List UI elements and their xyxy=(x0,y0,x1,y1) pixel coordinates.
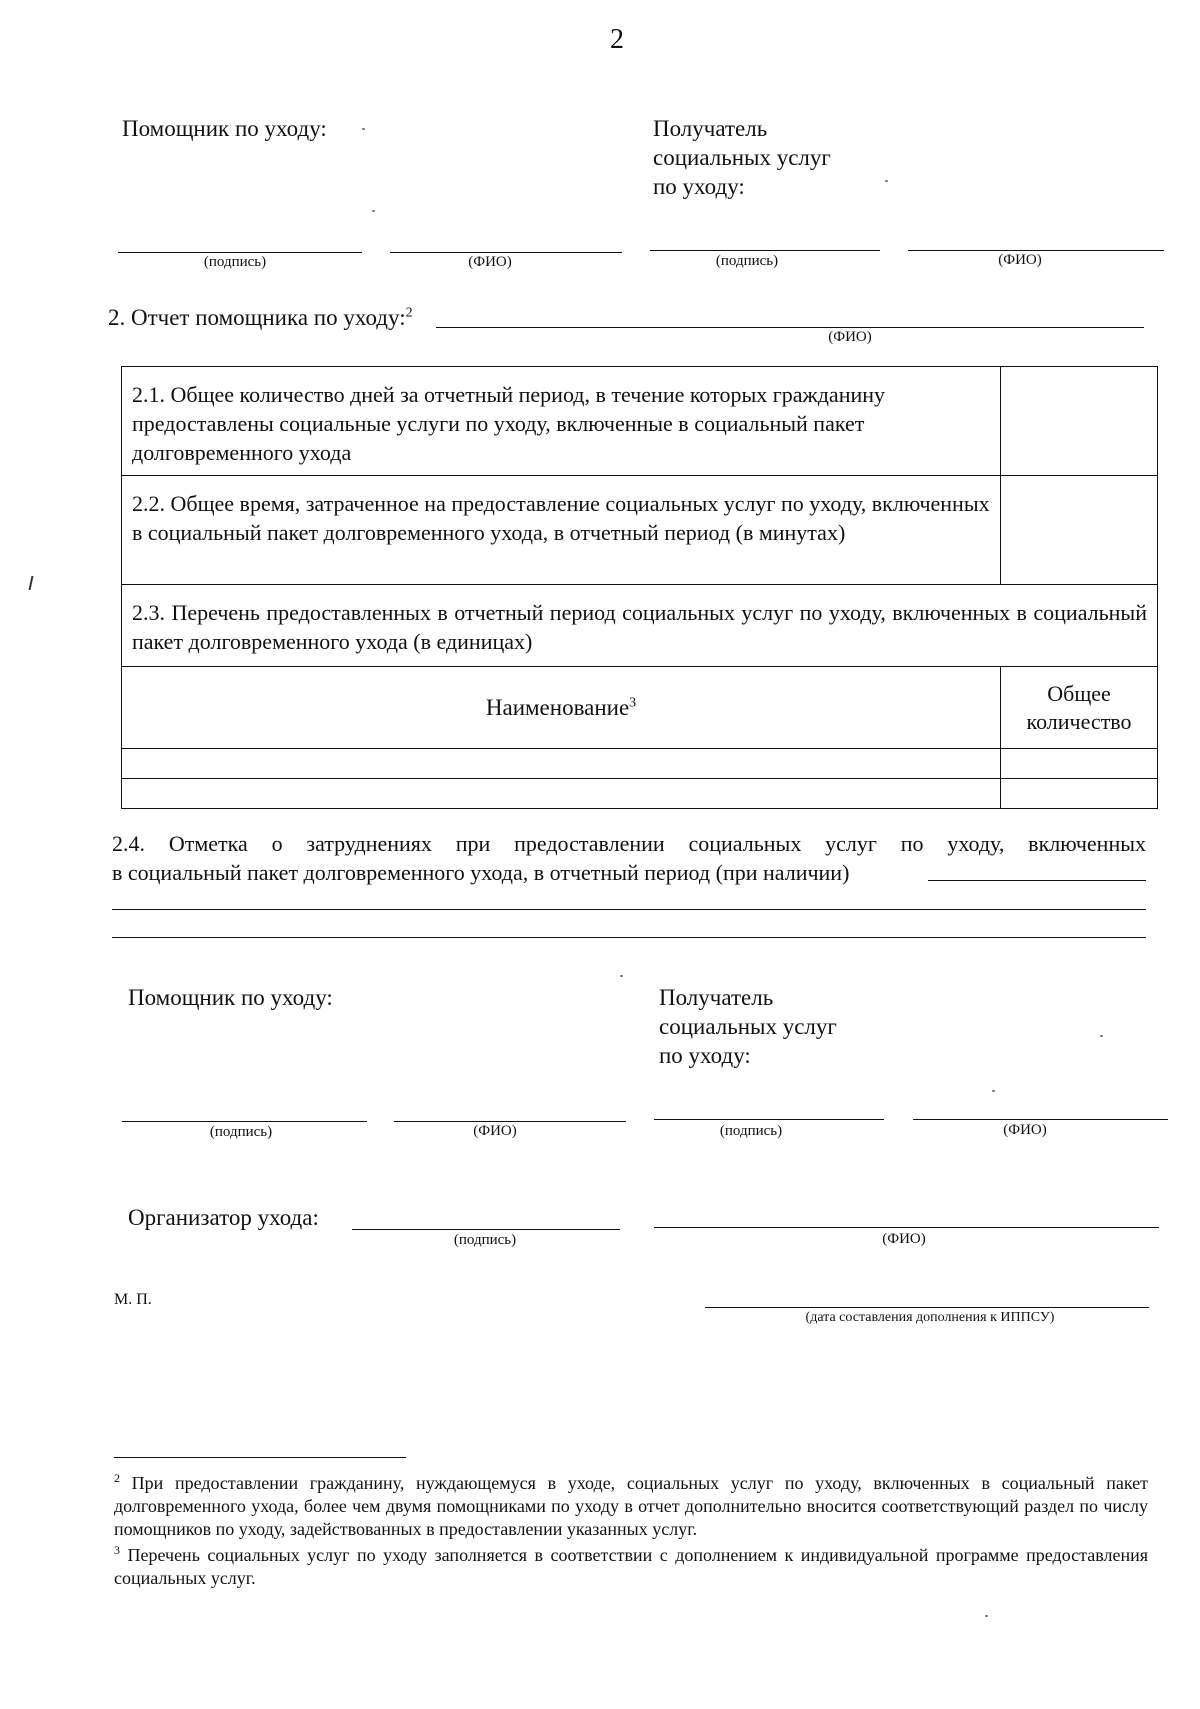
footnote-separator xyxy=(114,1457,406,1458)
column-header-total xyxy=(1001,680,1157,736)
difficulties-line-1: 2.4. Отметка о затруднениях при предоставлении социальных услуг по уходу, включенных xyxy=(112,831,1146,856)
report-heading xyxy=(108,303,413,332)
recipient-label-line: Получатель xyxy=(659,985,774,1010)
service-count-cell[interactable] xyxy=(1001,749,1158,779)
name-line[interactable] xyxy=(913,1119,1168,1120)
recipient-label-top xyxy=(653,114,831,201)
table-cell xyxy=(122,367,1001,476)
page-number: 2 xyxy=(610,24,624,55)
footnote-3 xyxy=(114,1544,1148,1590)
organizer-signature-line[interactable] xyxy=(352,1229,620,1230)
organizer-label: Организатор ухода: xyxy=(128,1205,319,1230)
footnote-text: Перечень социальных услуг по уходу заполняется в соответствии с дополнением к индивидуальной программе предоставления социальных услуг. xyxy=(114,1545,1148,1588)
column-header-line: количество xyxy=(1026,708,1132,734)
footnote-mark: 2 xyxy=(114,1471,120,1485)
name-caption: (ФИО) xyxy=(473,1123,517,1139)
scan-speck xyxy=(885,180,888,182)
signature-caption: (подпись) xyxy=(715,253,779,269)
minutes-value-cell[interactable] xyxy=(1001,476,1158,585)
footnote-mark: 3 xyxy=(114,1543,120,1557)
table-row xyxy=(122,585,1158,667)
signature-line[interactable] xyxy=(650,250,880,251)
report-table xyxy=(121,366,1158,809)
scan-speck xyxy=(372,210,375,212)
name-caption: (ФИО) xyxy=(468,254,512,270)
column-header-name xyxy=(486,695,636,720)
difficulties-input-line[interactable] xyxy=(928,880,1146,881)
organizer-name-line[interactable] xyxy=(654,1227,1159,1228)
scan-mark xyxy=(29,576,34,590)
footnote-ref: 2 xyxy=(405,305,413,321)
footnote-text: При предоставлении гражданину, нуждающемуся в уходе, социальных услуг по уходу, включенных в социальный пакет долговременного ухода, более чем двумя помощниками по уходу в отчет дополнительно вносится соответствующий раздел по числу помощников по уходу, задействованных в предоставлении указанных услуг. xyxy=(114,1473,1148,1539)
name-caption: (ФИО) xyxy=(1003,1122,1047,1138)
difficulties-input-line[interactable] xyxy=(112,937,1146,938)
table-row xyxy=(122,476,1158,585)
service-name-cell[interactable] xyxy=(122,749,1001,779)
signature-line[interactable] xyxy=(122,1121,367,1122)
recipient-label-line: социальных услуг xyxy=(659,1014,837,1039)
name-caption: (ФИО) xyxy=(998,252,1042,268)
table-cell xyxy=(1001,667,1158,749)
scan-speck xyxy=(362,128,365,130)
scan-speck xyxy=(1100,1035,1103,1037)
column-header-name-text: Наименование xyxy=(485,695,630,720)
recipient-label-bottom xyxy=(659,983,837,1070)
stamp-placeholder-label: М. П. xyxy=(114,1291,152,1308)
column-header-line: Общее xyxy=(1047,680,1111,706)
table-cell xyxy=(122,667,1001,749)
recipient-label-line: по уходу: xyxy=(653,174,745,199)
recipient-label-line: социальных услуг xyxy=(653,145,831,170)
table-row xyxy=(122,779,1158,809)
difficulties-input-line[interactable] xyxy=(112,909,1146,910)
scan-speck xyxy=(985,1615,988,1617)
signature-caption: (подпись) xyxy=(203,254,267,270)
table-cell xyxy=(122,585,1158,667)
name-caption: (ФИО) xyxy=(828,329,872,345)
signature-caption: (подпись) xyxy=(719,1123,783,1139)
name-caption: (ФИО) xyxy=(882,1231,926,1247)
signature-caption: (подпись) xyxy=(453,1232,517,1248)
footnote-2 xyxy=(114,1472,1148,1541)
table-row xyxy=(122,749,1158,779)
table-header-row xyxy=(122,667,1158,749)
row-2-3-text: 2.3. Перечень предоставленных в отчетный период социальных услуг по уходу, включенных в социальный пакет долговременного ухода (в единицах) xyxy=(132,600,1147,654)
scan-speck xyxy=(620,975,623,977)
date-line[interactable] xyxy=(705,1307,1149,1308)
recipient-label-line: по уходу: xyxy=(659,1043,751,1068)
report-heading-text: 2. Отчет помощника по уходу: xyxy=(108,305,406,330)
recipient-label-line: Получатель xyxy=(653,116,768,141)
difficulties-line-2: в социальный пакет долговременного ухода, в отчетный период (при наличии) xyxy=(112,860,850,885)
assistant-label-bottom: Помощник по уходу: xyxy=(128,985,333,1010)
date-caption: (дата составления дополнения к ИППСУ) xyxy=(805,1310,1055,1325)
service-count-cell[interactable] xyxy=(1001,779,1158,809)
signature-caption: (подпись) xyxy=(209,1124,273,1140)
scan-speck xyxy=(992,1090,995,1092)
table-cell xyxy=(122,476,1001,585)
service-name-cell[interactable] xyxy=(122,779,1001,809)
row-2-2-text: 2.2. Общее время, затраченное на предоставление социальных услуг по уходу, включенных в социальный пакет долговременного ухода, в отчетный период (в минутах) xyxy=(132,491,990,545)
assistant-label-top: Помощник по уходу: xyxy=(122,116,327,141)
days-value-cell[interactable] xyxy=(1001,367,1158,476)
footnote-ref: 3 xyxy=(629,695,637,711)
row-2-1-text: 2.1. Общее количество дней за отчетный период, в течение которых гражданину предоставлены социальные услуги по уходу, включенные в социальный пакет долговременного ухода xyxy=(132,382,886,465)
signature-line[interactable] xyxy=(654,1119,884,1120)
table-row xyxy=(122,367,1158,476)
